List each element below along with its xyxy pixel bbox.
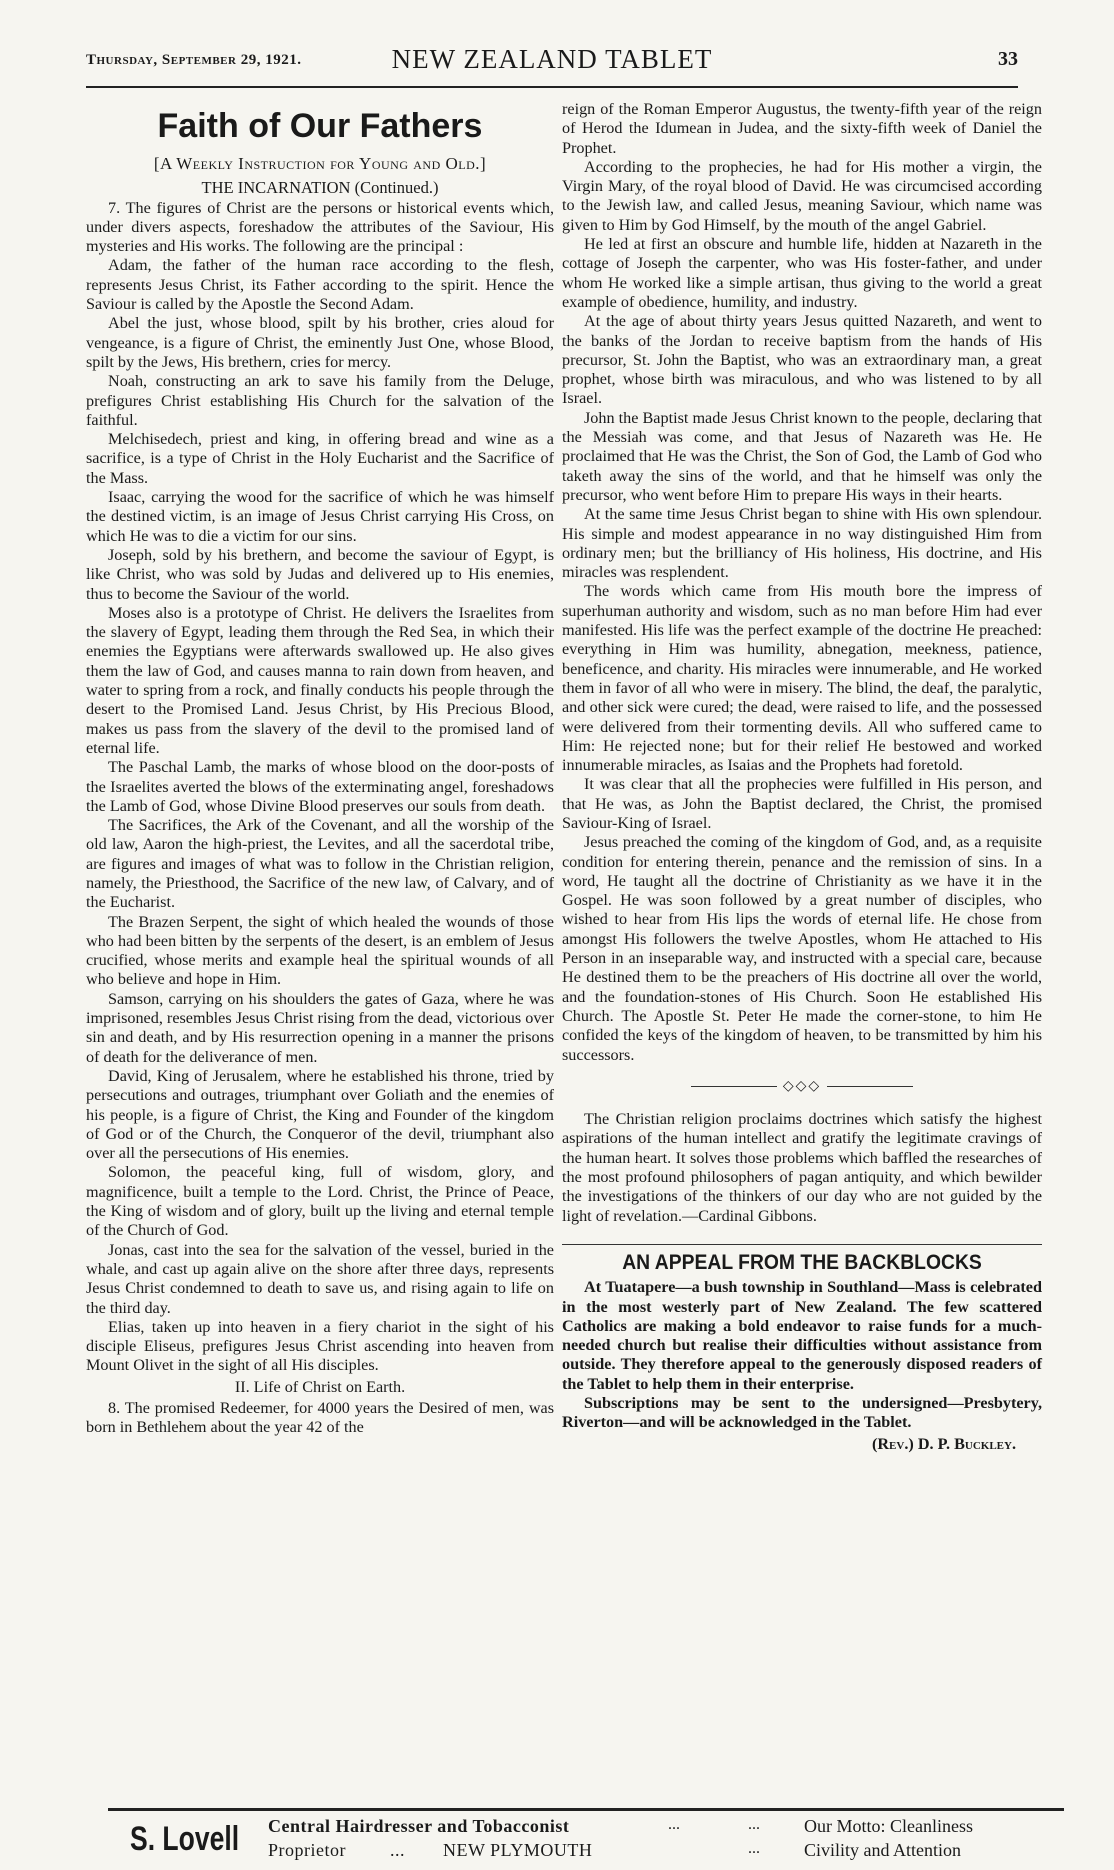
advert-business: Central Hairdresser and Tobacconist (268, 1816, 570, 1836)
advert-dots: ... (748, 1816, 760, 1833)
advert-rule (108, 1808, 1064, 1811)
ornament-divider: ◇◇◇ (562, 1077, 1042, 1096)
article-subtitle: [A Weekly Instruction for Young and Old.] (153, 154, 487, 173)
advertisement (108, 1816, 1064, 1864)
advert-dots: ... (748, 1840, 760, 1857)
paragraph: 8. The promised Redeemer, for 4000 years the Desired of men, was born in Bethlehem about the year 42 of the (86, 1399, 554, 1437)
paragraph: Solomon, the peaceful king, full of wisdom, glory, and magnificence, built a temple to the Lord. Christ, the Prince of Peace, the King of wisdom and of glory, built up the living and eternal temple of the Church of God. (86, 1163, 554, 1240)
paragraph: Jonas, cast into the sea for the salvation of the vessel, buried in the whale, and cast up again alive on the shore after three days, represents Jesus Christ condemned to death to save us, and rising again to life on the third day. (86, 1240, 554, 1317)
masthead (86, 40, 1018, 84)
paragraph: Noah, constructing an ark to save his family from the Deluge, prefigures Christ establishing His Church for the salvation of the faithful. (86, 372, 554, 429)
advert-proprietor-label: Proprietor (268, 1840, 346, 1860)
right-column (562, 100, 1042, 1454)
paragraph: According to the prophecies, he had for His mother a virgin, the Virgin Mary, of the royal blood of David. He was circumcised according to the Jewish law, and called Jesus, meaning Saviour, which name was given to Him by God Himself, by the mouth of the angel Gabriel. (562, 157, 1042, 234)
advert-dots: ... (668, 1816, 680, 1833)
paragraph: Abel the just, whose blood, spilt by his brother, cries aloud for vengeance, is a figure of Christ, the eminently Just One, whose Blood, spilt by the Jews, His brethern, cries for mercy. (86, 314, 554, 371)
paragraph: Adam, the father of the human race according to the flesh, represents Jesus Christ, its Father according to the spirit. Hence the Saviour is called by the Apostle the Second Adam. (86, 256, 554, 314)
paragraph: Melchisedech, priest and king, in offering bread and wine as a sacrifice, is a type of Christ in the Holy Eucharist and the Sacrifice of the Mass. (86, 430, 554, 487)
paragraph: Elias, taken up into heaven in a fiery chariot in the sight of his disciple Eliseus, prefigures Jesus Christ ascending into heaven from Mount Olivet in the sight of all His disciples. (86, 1317, 554, 1375)
paragraph: Samson, carrying on his shoulders the gates of Gaza, where he was imprisoned, resembles Jesus Christ rising from the dead, victorious over sin and death, and by His resurrection opening in a manner the prisons of death for the deliverance of men. (86, 989, 555, 1066)
paragraph: At the same time Jesus Christ began to shine with His own splendour. His simple and modest appearance in no way distinguished Him from ordinary men; but the brilliancy of His holiness, His doctrine, and His miracles was resplendent. (562, 505, 1042, 582)
paragraph: Moses also is a prototype of Christ. He delivers the Israelites from the slavery of Egypt, leading them through the Red Sea, in which their enemies the Egyptians were afterwards swallowed up. He also gives them the law of God, and causes manna to rain down from heaven, and water to spring from a rock, and finally conducts his people through the desert to the Promised Land. Jesus Christ, by His Precious Blood, makes us pass from the slavery of the devil to the promised land of eternal life. (86, 603, 554, 757)
paragraph: He led at first an obscure and humble life, hidden at Nazareth in the cottage of Joseph the carpenter, who was His foster-father, and under whom He worked like a simple artisan, thus giving to the world a great example of obedience, humility, and industry. (562, 235, 1042, 311)
paragraph: 7. The figures of Christ are the persons or historical events which, under divers aspects, foreshadow the attributes of the Saviour, His mysteries and His works. The following are the principal : (86, 198, 554, 256)
advert-motto-2: Civility and Attention (804, 1840, 961, 1860)
advert-proprietor (268, 1840, 592, 1861)
advert-name: S. Lovell (130, 1820, 240, 1858)
advert-location: NEW PLYMOUTH (442, 1840, 593, 1860)
paragraph: The Paschal Lamb, the marks of whose blood on the door-posts of the Israelites averted the blows of the exterminating angel, foreshadows the Lamb of God, whose Divine Blood preserves our souls from death. (86, 758, 554, 815)
quote-paragraph: The Christian religion proclaims doctrines which satisfy the highest aspirations of the human intellect and gratify the legitimate cravings of the human heart. It solves those problems which baffled the researches of the most profound philosophers of pagan antiquity, and which bewilder the investigations of the thinkers of our day who are not guided by the light of revelation.—Cardinal Gibbons. (562, 1110, 1042, 1225)
page-number: 33 (998, 48, 1018, 70)
issue-date: Thursday, September 29, 1921. (86, 52, 302, 68)
advert-motto: Our Motto: Cleanliness (804, 1816, 973, 1836)
appeal-box (562, 1244, 1042, 1454)
paragraph: Isaac, carrying the wood for the sacrifice of which he was himself the destined victim, is an image of Jesus Christ carrying His Cross, on which He was to die a victim for our sins. (86, 488, 554, 545)
article-title: Faith of Our Fathers (157, 107, 483, 145)
paragraph: The Sacrifices, the Ark of the Covenant, and all the worship of the old law, Aaron the high-priest, the Levites, and all the sacerdotal tribe, are figures and images of what was to follow in the Christian religion, namely, the Priesthood, the Sacrifice of the new law, of Calvary, and of the Eucharist. (86, 816, 554, 912)
paragraph: Jesus preached the coming of the kingdom of God, and, as a requisite condition for entering therein, penance and the remission of sins. In a word, He taught all the doctrine of Christianity as we have it in the Gospel. He was soon followed by a great number of disciples, who wished to hear from His lips the words of eternal life. He chose from amongst His followers the twelve Apostles, whom He attached to His Person in an inseparable way, and instructed with a special care, because He destined them to be the preachers of His doctrine all over the world, and the foundation-stones of His Church. Soon He established His Church. The Apostle St. Peter He made the corner-stone, to him He confided the keys of the kingdom of heaven, to be transmitted by him his successors. (562, 833, 1042, 1064)
left-column (86, 100, 554, 1438)
paragraph: It was clear that all the prophecies were fulfilled in His person, and that He was, as John the Baptist declared, the Christ, the promised Saviour-King of Israel. (562, 775, 1042, 832)
paragraph: The words which came from His mouth bore the impress of superhuman authority and wisdom, such as no man before Him had ever manifested. His life was the perfect example of the doctrine He preached: everything in Him was humility, abnegation, meekness, patience, beneficence, and charity. His miracles were innumerable, and He worked them in favor of all who were in misery. The blind, the deaf, the paralytic, and other sick were cured; the dead, were raised to life, and the possessed were delivered from their tormenting devils. All who suffered came to Him: He rejected none; but for their relief He bestowed and worked innumerable miracles, as Isaias and the Prophets had foretold. (562, 582, 1042, 775)
advert-dots: ... (389, 1840, 405, 1860)
paragraph: At the age of about thirty years Jesus quitted Nazareth, and went to the banks of the Jordan to receive baptism from the hands of His precursor, St. John the Baptist, who was an extraordinary man, a great prophet, whose birth was miraculous, and who was listened to by all Israel. (562, 312, 1042, 408)
appeal-title: AN APPEAL FROM THE BACKBLOCKS (622, 1250, 982, 1274)
appeal-paragraph: At Tuatapere—a bush township in Southland—Mass is celebrated in the most westerly part of New Zealand. The few scattered Catholics are making a bold endeavor to raise funds for a much-needed church but realise their difficulties without assistance from outside. They therefore appeal to the generously disposed readers of the Tablet to help them in their enterprise. (562, 1278, 1042, 1393)
section-heading-2: II. Life of Christ on Earth. (234, 1377, 406, 1396)
appeal-paragraph: Subscriptions may be sent to the undersigned—Presbytery, Riverton—and will be acknowledged in the Tablet. (562, 1394, 1042, 1432)
newspaper-title: NEW ZEALAND TABLET (391, 44, 713, 74)
paragraph: The Brazen Serpent, the sight of which healed the wounds of those who had been bitten by the serpents of the desert, is an emblem of Jesus crucified, whose merits and example heal the spiritual wounds of all who believe and hope in Him. (86, 912, 554, 989)
appeal-signature: (Rev.) D. P. Buckley. (871, 1434, 1016, 1453)
paragraph: reign of the Roman Emperor Augustus, the twenty-fifth year of the reign of Herod the Idumean in Judea, and the sixty-fifth week of Daniel the Prophet. (562, 100, 1042, 157)
section-heading: THE INCARNATION (Continued.) (201, 178, 439, 198)
paragraph: Joseph, sold by his brethern, and become the saviour of Egypt, is like Christ, who was sold by Judas and delivered up to His enemies, thus to become the Saviour of the world. (86, 545, 554, 603)
paragraph: David, King of Jerusalem, where he established his throne, tried by persecutions and outrages, triumphant over Goliath and the enemies of his people, is a figure of Christ, the King and Founder of the kingdom of God or of the Church, the Conqueror of the devil, triumphant also over all the persecutions of His enemies. (86, 1066, 554, 1163)
header-rule (86, 86, 1018, 88)
paragraph: John the Baptist made Jesus Christ known to the people, declaring that the Messiah was come, and that Jesus of Nazareth was He. He proclaimed that He was the Christ, the Son of God, the Lamb of God who taketh away the sins of the world, and that he himself was only the precursor, who went before Him to prepare His ways in their hearts. (562, 408, 1042, 504)
